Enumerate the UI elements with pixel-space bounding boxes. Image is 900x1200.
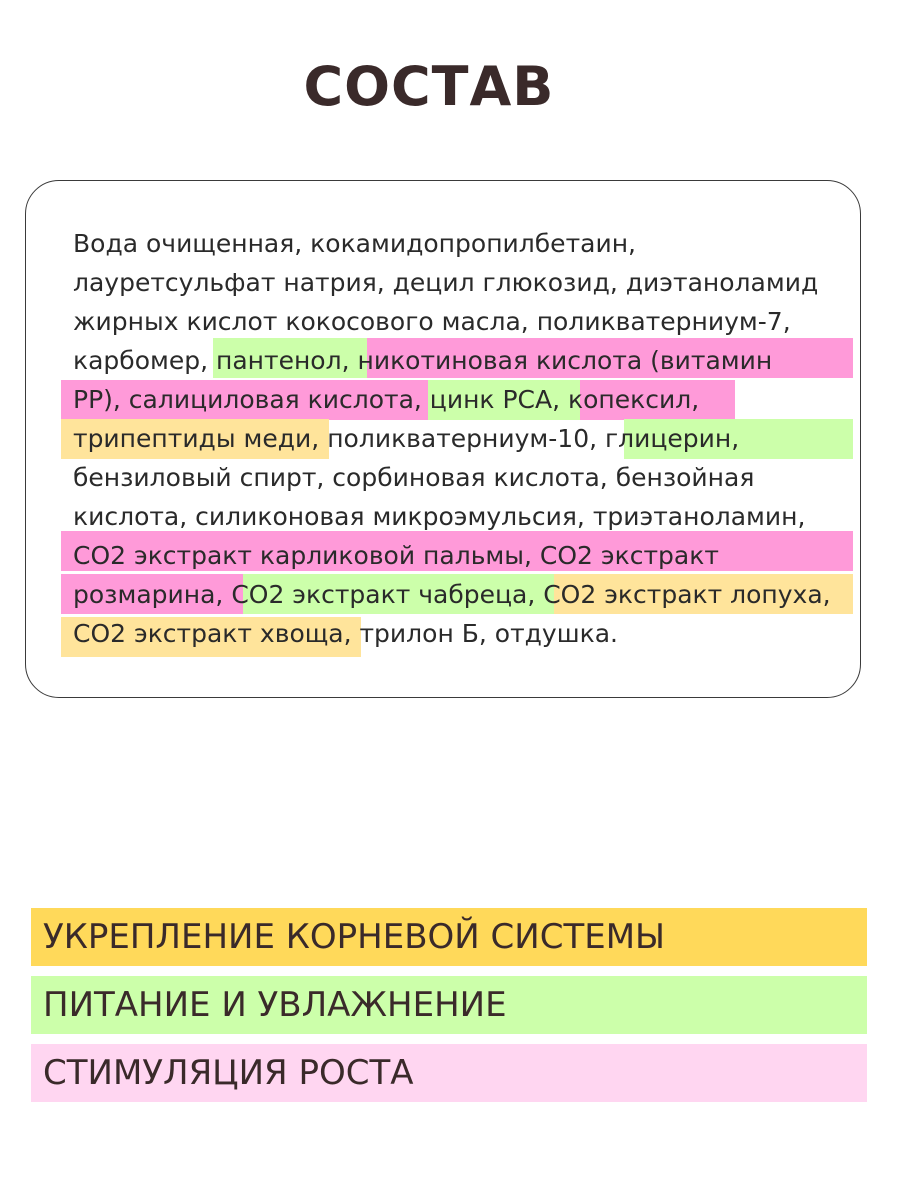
composition-line: PP), салициловая кислота, цинк PCA, копексил, bbox=[73, 385, 700, 414]
composition-line: Вода очищенная, кокамидопропилбетаин, bbox=[73, 229, 636, 258]
legend-label: УКРЕПЛЕНИЕ КОРНЕВОЙ СИСТЕМЫ bbox=[43, 917, 666, 957]
composition-line: бензиловый спирт, сорбиновая кислота, бензойная bbox=[73, 463, 755, 492]
composition-line: CO2 экстракт карликовой пальмы, CO2 экстракт bbox=[73, 541, 719, 570]
legend-growth-stimulation bbox=[31, 1044, 867, 1102]
legend-label: ПИТАНИЕ И УВЛАЖНЕНИЕ bbox=[43, 985, 507, 1025]
composition-line: лауретсульфат натрия, децил глюкозид, диэтаноламид bbox=[73, 268, 819, 297]
legend-label: СТИМУЛЯЦИЯ РОСТА bbox=[43, 1053, 414, 1093]
composition-line: жирных кислот кокосового масла, поликватерниум-7, bbox=[73, 307, 791, 336]
composition-line: карбомер, пантенол, никотиновая кислота (витамин bbox=[73, 346, 773, 375]
legend-nutrition-moisturizing bbox=[31, 976, 867, 1034]
composition-line: розмарина, CO2 экстракт чабреца, CO2 экстракт лопуха, bbox=[73, 580, 831, 609]
composition-line: трипептиды меди, поликватерниум-10, глицерин, bbox=[73, 424, 740, 453]
composition-line: CO2 экстракт хвоща, трилон Б, отдушка. bbox=[73, 619, 618, 648]
page-title: СОСТАВ bbox=[303, 55, 555, 118]
composition-line: кислота, силиконовая микроэмульсия, триэтаноламин, bbox=[73, 502, 806, 531]
composition-card bbox=[25, 180, 861, 698]
legend-root-strengthening bbox=[31, 908, 867, 966]
